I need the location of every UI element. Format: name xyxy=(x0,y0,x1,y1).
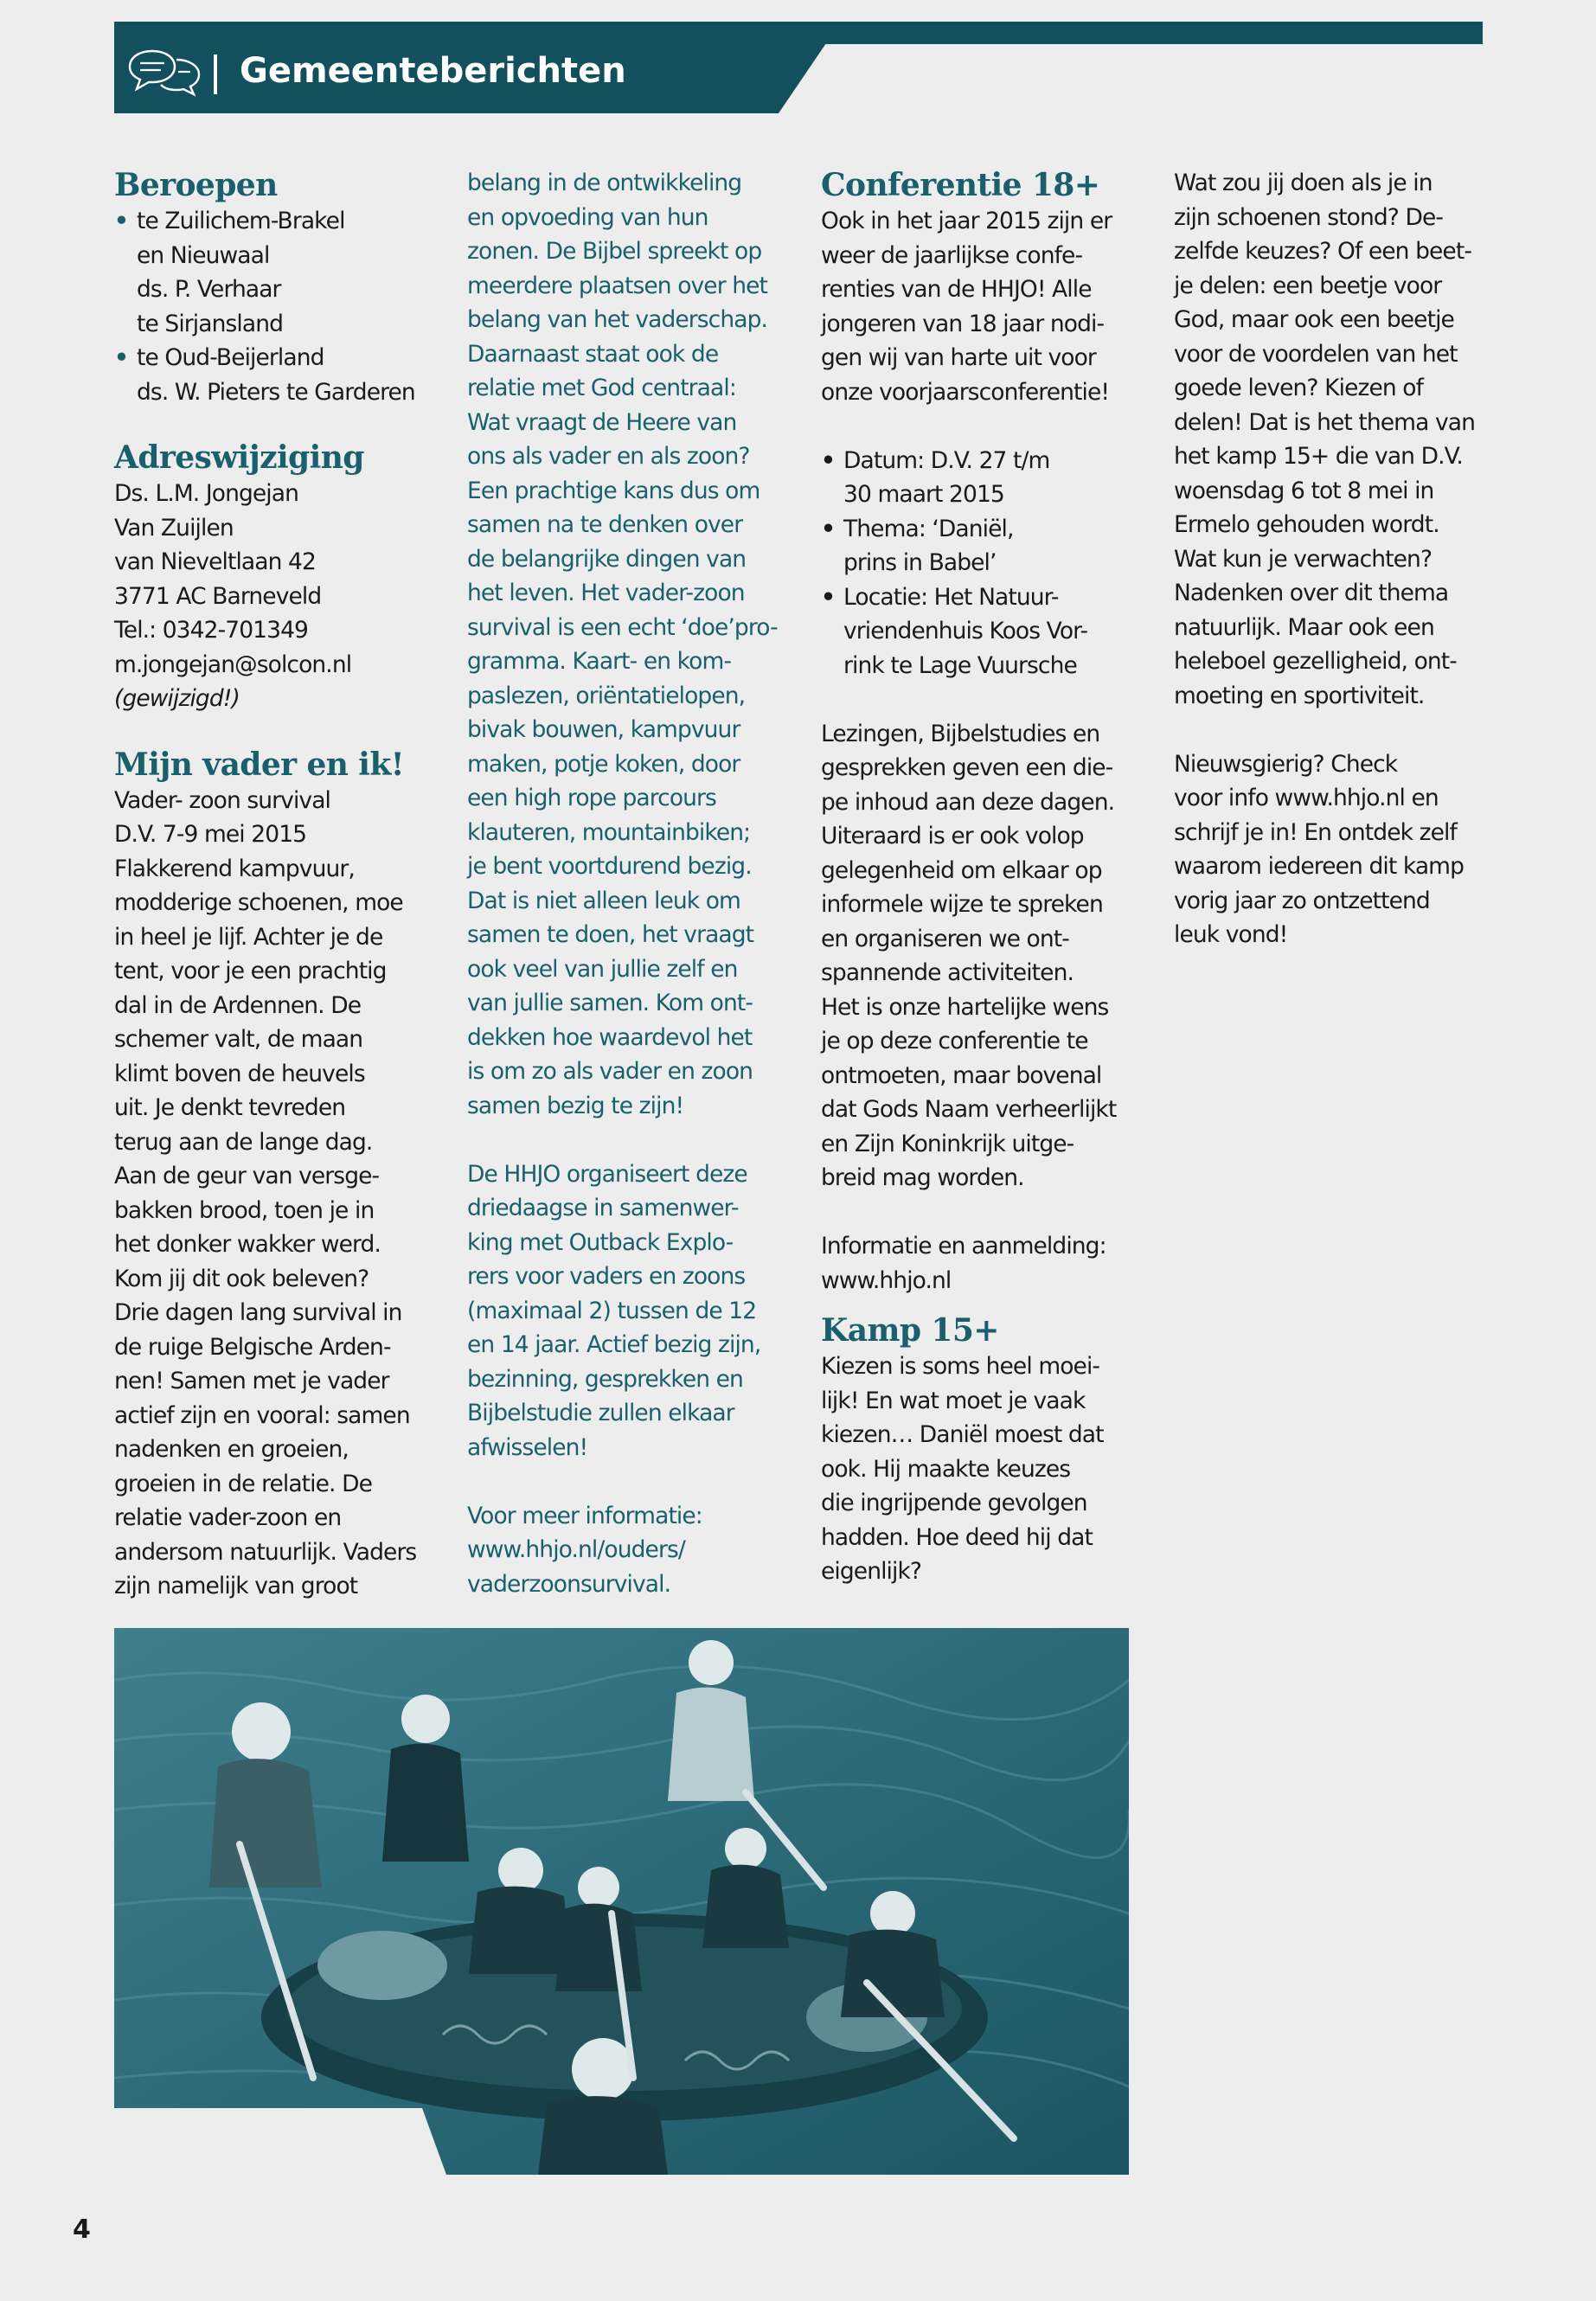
conference-info xyxy=(821,1229,1132,1298)
bullet-icon: • xyxy=(114,344,129,371)
address-note: (gewijzigd!) xyxy=(114,685,240,712)
address-line: Tel.: 0342-701349 xyxy=(114,617,308,644)
body-text-line: natuurlijk. Maar ook een xyxy=(1174,613,1434,641)
body-text-line: de belangrijke dingen van xyxy=(467,545,747,573)
body-text-line: samen na te denken over xyxy=(467,511,743,538)
body-text-line: voor info www.hhjo.nl en xyxy=(1174,785,1439,811)
body-text-line: D.V. 7-9 mei 2015 xyxy=(114,821,307,848)
body-text-line: van jullie samen. Kom ont- xyxy=(467,990,753,1016)
body-text-line: Nieuwsgierig? Check xyxy=(1174,750,1398,778)
body-text-line: schrijf je in! En ontdek zelf xyxy=(1174,818,1457,846)
body-text-line: Ermelo gehouden wordt. xyxy=(1174,511,1439,538)
bullet-icon: • xyxy=(821,446,836,474)
address-line: van Nieveltlaan 42 xyxy=(114,548,316,575)
link-text-line: www.hhjo.nl/ouders/ xyxy=(467,1536,685,1563)
body-text-line: zelfde keuzes? Of een beet- xyxy=(1174,238,1471,265)
link-text-line: www.hhjo.nl xyxy=(821,1266,952,1294)
section-title: Gemeenteberichten xyxy=(240,51,626,91)
body-text-line: schemer valt, de maan xyxy=(114,1026,363,1053)
more-info-text xyxy=(467,1499,779,1602)
body-text-line: leuk vond! xyxy=(1174,921,1288,948)
list-item xyxy=(821,444,1132,512)
body-text-line: uit. Je denkt tevreden xyxy=(114,1094,346,1121)
body-text-line: goede leven? Kiezen of xyxy=(1174,375,1424,401)
list-item-line: te Sirjansland xyxy=(137,310,284,337)
body-text-line: dal in de Ardennen. De xyxy=(114,991,362,1019)
conference-details-list xyxy=(821,444,1132,683)
body-text-line: king met Outback Explo- xyxy=(467,1228,734,1256)
header-separator xyxy=(214,54,217,94)
body-text-line: delen! Dat is het thema van xyxy=(1174,408,1475,436)
column-4 xyxy=(1174,166,1485,952)
body-text-line: relatie vader-zoon en xyxy=(114,1504,342,1531)
body-text-line: Wat zou jij doen als je in xyxy=(1174,170,1433,196)
email-link[interactable]: m.jongejan@solcon.nl xyxy=(114,651,352,678)
body-text-line: actief zijn en vooral: samen xyxy=(114,1401,410,1429)
list-item xyxy=(821,580,1132,683)
body-text-line: en 14 jaar. Actief bezig zijn, xyxy=(467,1331,761,1358)
body-text-line: Bijbelstudie zullen elkaar xyxy=(467,1400,734,1426)
body-text-line: dat Gods Naam verheerlijkt xyxy=(821,1096,1117,1123)
body-text-line: en Zijn Koninkrijk uitge- xyxy=(821,1130,1074,1157)
body-text-line: Lezingen, Bijbelstudies en xyxy=(821,720,1100,747)
body-text-line: heleboel gezelligheid, ont- xyxy=(1174,648,1457,675)
body-text-line: afwisselen! xyxy=(467,1433,588,1461)
conference-intro xyxy=(821,204,1132,409)
body-text-line: woensdag 6 tot 8 mei in xyxy=(1174,477,1434,504)
bullet-icon: • xyxy=(114,208,129,234)
body-text-line: Kiezen is soms heel moei- xyxy=(821,1353,1100,1380)
body-text-line: terug aan de lange dag. xyxy=(114,1128,373,1156)
bullet-icon: • xyxy=(821,583,836,611)
body-text-line: klimt boven de heuvels xyxy=(114,1060,365,1087)
body-text-line: een high rope parcours xyxy=(467,785,716,811)
address-line: 3771 AC Barneveld xyxy=(114,582,322,610)
body-text-line: waarom iedereen dit kamp xyxy=(1174,853,1464,880)
list-item-line: Locatie: Het Natuur- xyxy=(843,583,1059,611)
vader-zoon-text xyxy=(114,784,426,1604)
body-text-line: hadden. Hoe deed hij dat xyxy=(821,1523,1093,1551)
body-text-line: Kom jij dit ook beleven? xyxy=(114,1265,369,1292)
body-text-line: relatie met God centraal: xyxy=(467,375,736,401)
body-text-line: De HHJO organiseert deze xyxy=(467,1160,747,1188)
body-text-line: rers voor vaders en zoons xyxy=(467,1263,746,1290)
list-item-line: ds. P. Verhaar xyxy=(137,276,281,303)
column-3 xyxy=(821,166,1132,1589)
body-text-line: bakken brood, toen je in xyxy=(114,1196,375,1224)
body-text-line: moeting en sportiviteit. xyxy=(1174,682,1425,709)
body-text-line: gelegenheid om elkaar op xyxy=(821,856,1102,884)
body-text-line: gen wij van harte uit voor xyxy=(821,344,1096,371)
page-number: 4 xyxy=(73,2214,91,2245)
body-text-line: en organiseren we ont- xyxy=(821,925,1069,952)
body-text-line: kiezen… Daniël moest dat xyxy=(821,1421,1104,1448)
list-item-line: en Nieuwaal xyxy=(137,241,270,269)
body-text-line: je op deze conferentie te xyxy=(821,1028,1088,1054)
body-text-line: tent, voor je een prachtig xyxy=(114,958,387,984)
list-item xyxy=(821,512,1132,580)
body-text-line: paslezen, oriëntatielopen, xyxy=(467,682,746,709)
body-text-line: Een prachtige kans dus om xyxy=(467,477,760,504)
conference-body xyxy=(821,717,1132,1195)
list-item xyxy=(114,204,426,341)
heading-mijn-vader: Mijn vader en ik! xyxy=(114,746,404,783)
body-text-line: vorig jaar zo ontzettend xyxy=(1174,887,1430,914)
address-line: Van Zuijlen xyxy=(114,514,234,542)
body-text-line: Dat is niet alleen leuk om xyxy=(467,887,740,914)
list-item-line: vriendenhuis Koos Vor- xyxy=(843,618,1088,644)
body-text-line: je delen: een beetje voor xyxy=(1174,272,1442,299)
body-text-line: bivak bouwen, kampvuur xyxy=(467,716,740,743)
list-item-line: ds. W. Pieters te Garderen xyxy=(137,378,415,406)
body-text-line: eigenlijk? xyxy=(821,1558,922,1585)
link-text-line: Voor meer informatie: xyxy=(467,1502,702,1529)
body-text-line: meerdere plaatsen over het xyxy=(467,272,768,299)
body-text-line: Daarnaast staat ook de xyxy=(467,340,719,368)
body-text-line: zonen. De Bijbel spreekt op xyxy=(467,238,762,265)
body-text-line: (maximaal 2) tussen de 12 xyxy=(467,1297,757,1324)
body-text-line: andersom natuurlijk. Vaders xyxy=(114,1538,417,1566)
list-item xyxy=(114,341,426,409)
body-text-line: ons als vader en als zoon? xyxy=(467,443,750,470)
body-text-line: belang van het vaderschap. xyxy=(467,306,768,333)
body-text-line: het leven. Het vader-zoon xyxy=(467,580,745,606)
body-text-line: ook. Hij maakte keuzes xyxy=(821,1455,1071,1483)
body-text-line: Uiteraard is er ook volop xyxy=(821,823,1084,849)
body-text-line: modderige schoenen, moe xyxy=(114,889,403,916)
body-text-line: informele wijze te spreken xyxy=(821,891,1103,918)
body-text-line: Drie dagen lang survival in xyxy=(114,1299,402,1326)
kamp-continued xyxy=(1174,166,1485,713)
body-text-line: Flakkerend kampvuur, xyxy=(114,855,355,882)
body-text-line: Aan de geur van versge- xyxy=(114,1163,380,1189)
body-text-line: spannende activiteiten. xyxy=(821,959,1074,986)
body-text-line: je bent voortdurend bezig. xyxy=(467,853,752,880)
body-text-line: maken, potje koken, door xyxy=(467,750,740,778)
body-text-line: groeien in de relatie. De xyxy=(114,1470,372,1497)
body-text-line: gesprekken geven een die- xyxy=(821,754,1113,781)
body-text-line: ontmoeten, maar bovenal xyxy=(821,1061,1102,1089)
body-text-line: Wat kun je verwachten? xyxy=(1174,545,1433,573)
section-header xyxy=(114,22,841,113)
address-line: Ds. L.M. Jongejan xyxy=(114,480,299,507)
speech-bubbles-icon xyxy=(126,44,204,99)
raft-photo xyxy=(114,1628,1129,2175)
body-text-line: pe inhoud aan deze dagen. xyxy=(821,788,1115,816)
body-text-line: lijk! En wat moet je vaak xyxy=(821,1387,1086,1414)
body-text-line: driedaagse in samenwer- xyxy=(467,1195,739,1221)
body-text-line: voor de voordelen van het xyxy=(1174,340,1458,368)
body-text-line: breid mag worden. xyxy=(821,1164,1024,1191)
body-text-line: dekken hoe waardevol het xyxy=(467,1023,753,1051)
body-text-line: en opvoeding van hun xyxy=(467,203,708,231)
body-text-line: God, maar ook een beetje xyxy=(1174,306,1454,333)
body-text-line: is om zo als vader en zoon xyxy=(467,1058,753,1085)
body-text-line: samen te doen, het vraagt xyxy=(467,921,754,948)
body-text-line: belang in de ontwikkeling xyxy=(467,170,742,196)
heading-conferentie: Conferentie 18+ xyxy=(821,167,1100,203)
body-text-line: Het is onze hartelijke wens xyxy=(821,993,1109,1021)
list-item-line: Datum: D.V. 27 t/m xyxy=(843,446,1050,474)
vader-zoon-continued xyxy=(467,166,779,1123)
body-text-line: de ruige Belgische Arden- xyxy=(114,1333,391,1361)
body-text-line: nadenken en groeien, xyxy=(114,1436,349,1463)
beroepen-list xyxy=(114,204,426,409)
body-text-line: nen! Samen met je vader xyxy=(114,1368,389,1394)
body-text-line: zijn namelijk van groot xyxy=(114,1573,358,1599)
list-item-line: te Zuilichem-Brakel xyxy=(137,208,345,234)
hhjo-organisation-text xyxy=(467,1157,779,1465)
body-text-line: onze voorjaarsconferentie! xyxy=(821,378,1110,406)
body-text-line: Wat vraagt de Heere van xyxy=(467,408,737,436)
list-item-line: 30 maart 2015 xyxy=(843,481,1004,508)
heading-kamp: Kamp 15+ xyxy=(821,1312,999,1349)
body-text-line: Nadenken over dit thema xyxy=(1174,580,1449,606)
body-text-line: samen bezig te zijn! xyxy=(467,1092,684,1119)
list-item-line: te Oud-Beijerland xyxy=(137,344,324,371)
list-item-line: prins in Babel’ xyxy=(843,549,997,576)
body-text-line: ook veel van jullie zelf en xyxy=(467,955,738,983)
body-text-line: het kamp 15+ die van D.V. xyxy=(1174,443,1463,470)
body-text-line: weer de jaarlijkse confe- xyxy=(821,241,1083,269)
body-text-line: bezinning, gesprekken en xyxy=(467,1365,743,1393)
column-2 xyxy=(467,166,779,1601)
link-text-line: Informatie en aanmelding: xyxy=(821,1233,1106,1259)
body-text-line: Vader- zoon survival xyxy=(114,786,331,814)
kamp-text xyxy=(821,1349,1132,1589)
body-text-line: die ingrijpende gevolgen xyxy=(821,1490,1087,1516)
column-1 xyxy=(114,166,426,1604)
list-item-line: Thema: ‘Daniël, xyxy=(843,515,1014,542)
body-text-line: renties van de HHJO! Alle xyxy=(821,276,1092,303)
body-text-line: survival is een echt ‘doe’pro- xyxy=(467,613,778,641)
body-text-line: jongeren van 18 jaar nodi- xyxy=(821,310,1105,337)
body-text-line: zijn schoenen stond? De- xyxy=(1174,203,1444,231)
body-text-line: Ook in het jaar 2015 zijn er xyxy=(821,208,1112,234)
heading-adreswijziging: Adreswijziging xyxy=(114,439,364,476)
body-text-line: gramma. Kaart- en kom- xyxy=(467,648,732,675)
heading-beroepen: Beroepen xyxy=(114,167,278,203)
body-text-line: het donker wakker werd. xyxy=(114,1231,381,1258)
kamp-signup-text xyxy=(1174,747,1485,952)
body-text-line: klauteren, mountainbiken; xyxy=(467,818,751,846)
list-item-line: rink te Lage Vuursche xyxy=(843,651,1077,679)
bullet-icon: • xyxy=(821,515,836,542)
body-text-line: in heel je lijf. Achter je de xyxy=(114,923,383,951)
link-text-line: vaderzoonsurvival. xyxy=(467,1570,671,1598)
